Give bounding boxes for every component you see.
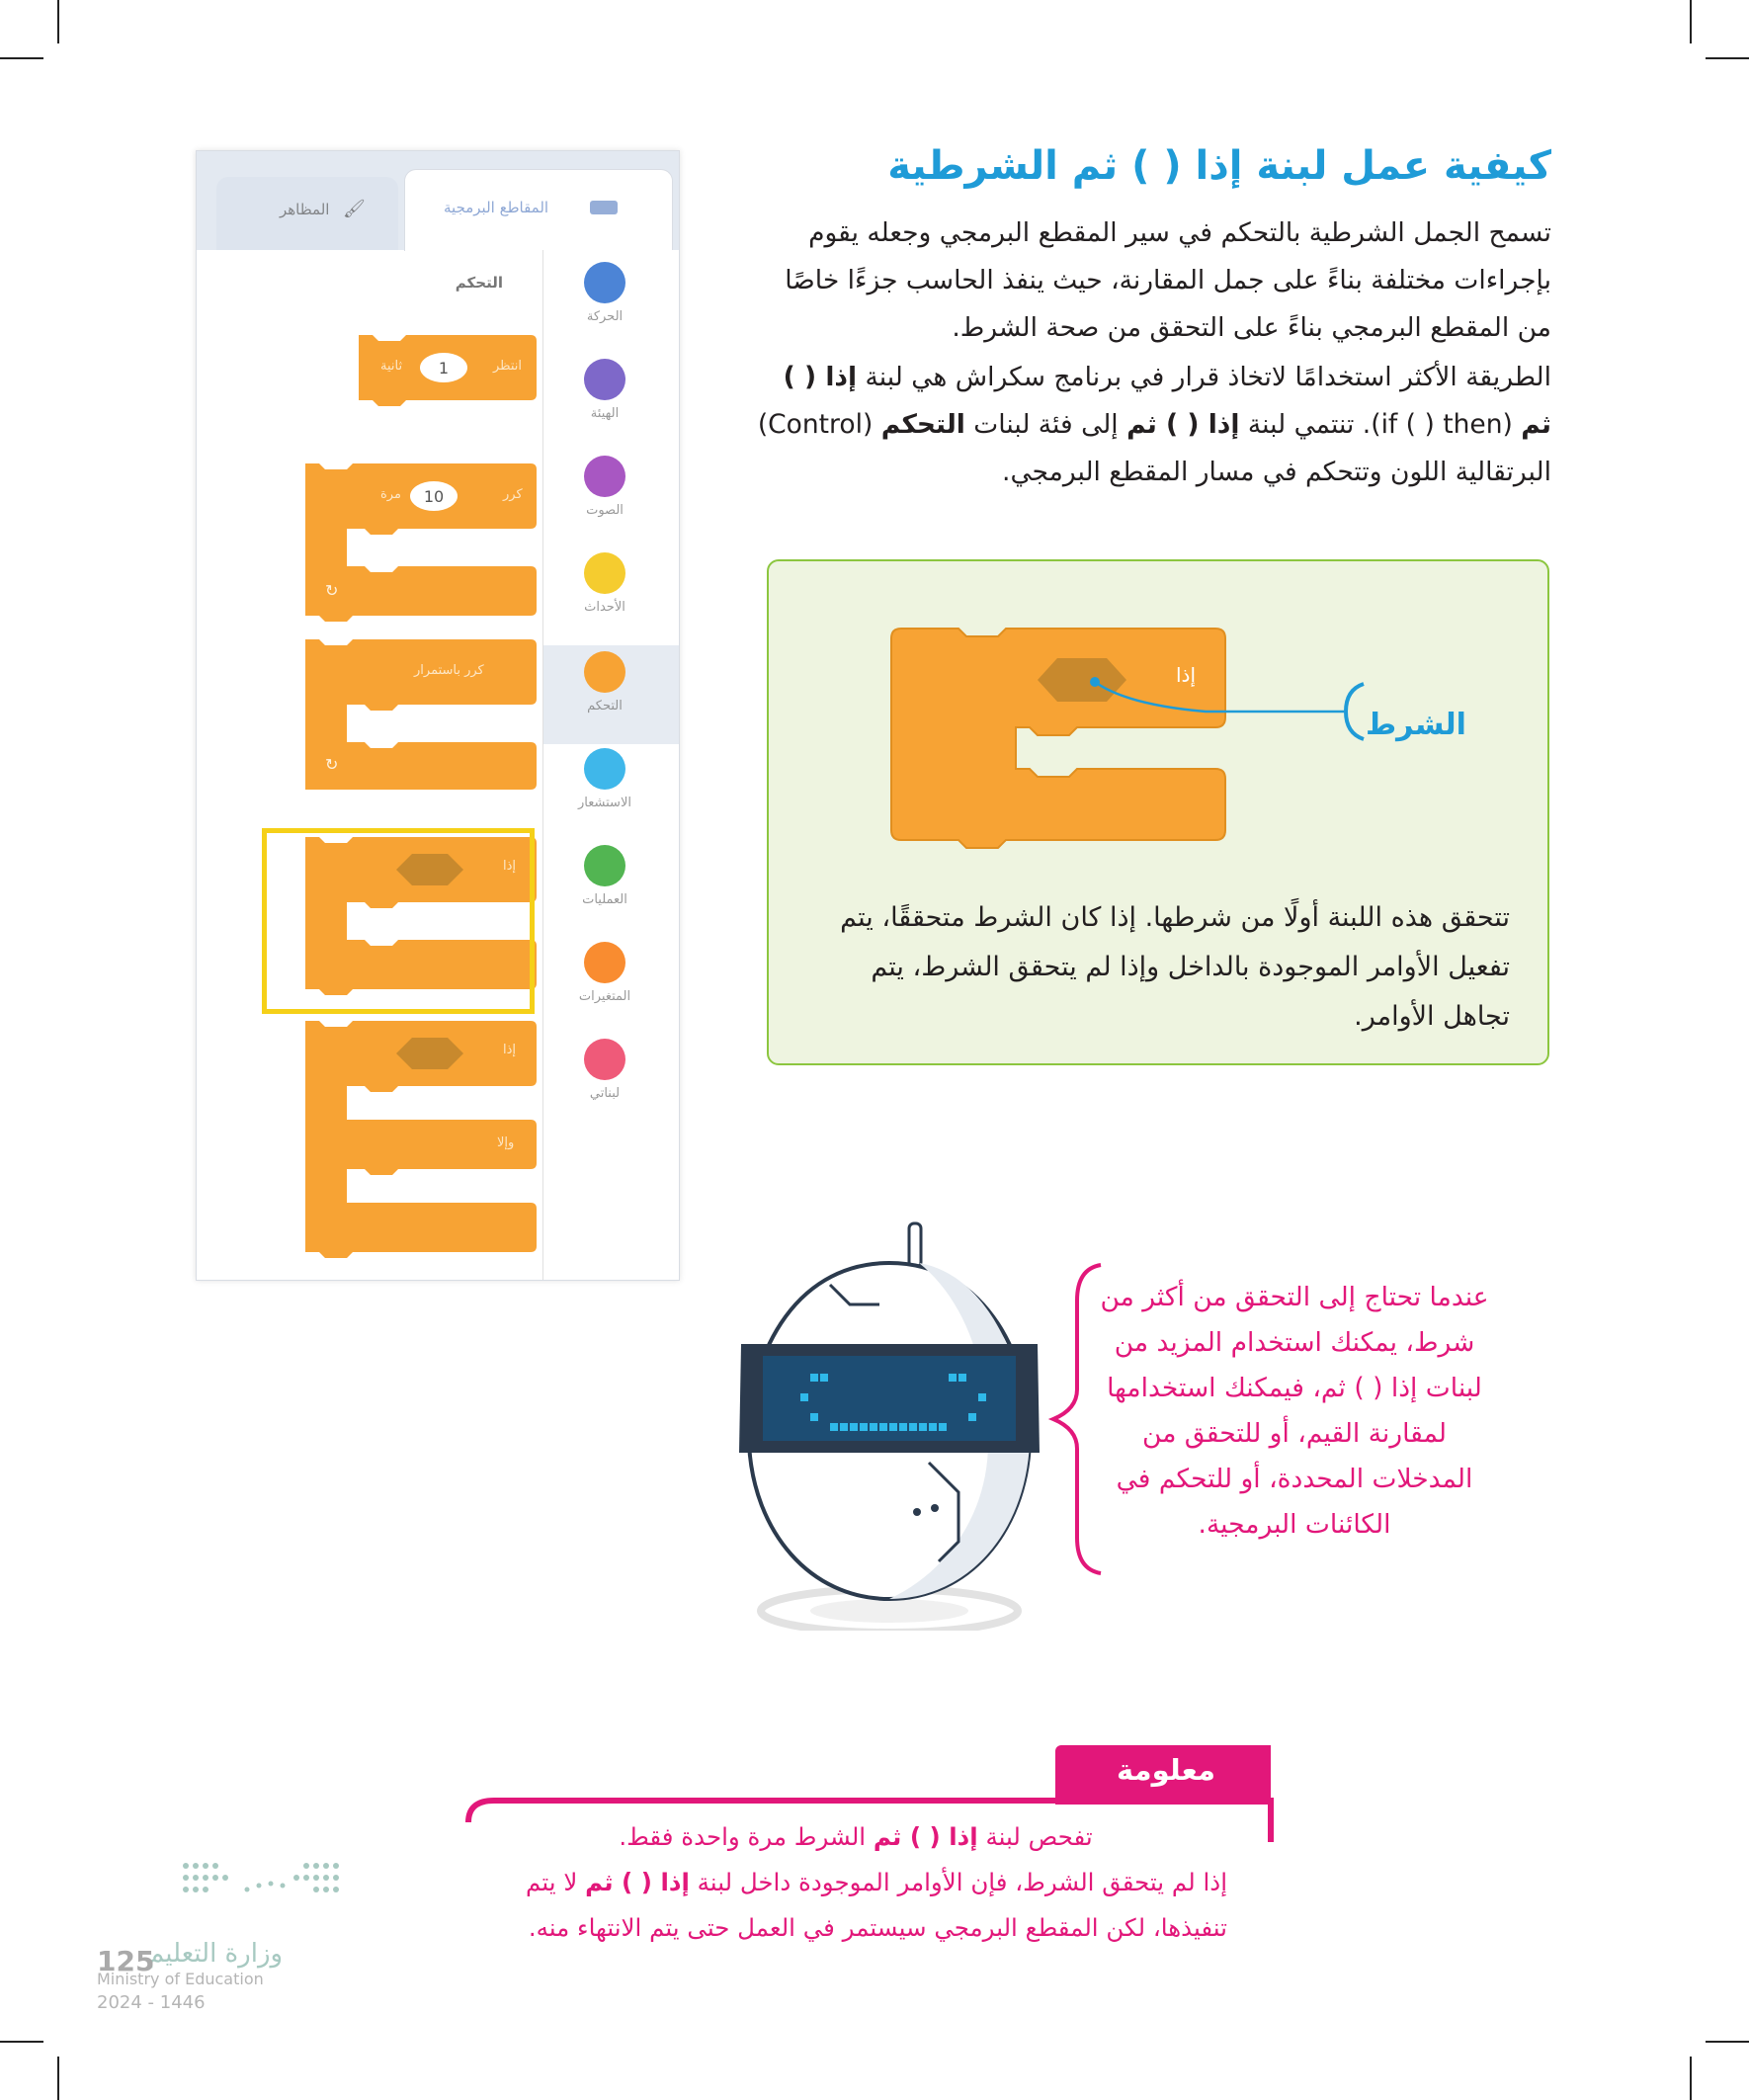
ministry-logo-dots (178, 1858, 356, 1903)
crop-mark (1706, 2041, 1749, 2043)
forever-block (305, 639, 537, 790)
palette-category-title: التحكم (455, 274, 503, 292)
category-events-icon[interactable] (584, 552, 625, 594)
info-line-1: تفحص لبنة إذا ( ) ثم الشرط مرة واحدة فقط. (619, 1822, 1093, 1851)
ministry-name-en: Ministry of Education (97, 1970, 264, 1988)
category-operators-icon[interactable] (584, 845, 625, 886)
brush-icon: 🖌 (343, 199, 366, 219)
if-then-block-diagram (889, 621, 1443, 858)
category-control-icon[interactable] (584, 651, 625, 693)
if-block-label-small: إذا (503, 859, 517, 874)
info-text (464, 1814, 1247, 1951)
robot-tip-text: عندما تحتاج إلى التحقق من أكثر من شرط، يمكنك استخدام المزيد من لبنات إذا ( ) ثم، فيمكنك استخدامها لمقارنة القيم، أو للتحقق من المدخلات المحددة، أو للتحكم في الكائنات البرمجية. (1100, 1282, 1489, 1540)
category-control-label[interactable]: التحكم (587, 699, 623, 714)
repeat-block-label: كرر (503, 487, 523, 502)
info-line-2: إذا لم يتحقق الشرط، فإن الأوامر الموجودة داخل لبنة إذا ( ) ثم لا يتم تنفيذها، لكن المقطع البرمجي سيستمر في العمل حتى يتم الانتهاء منه. (526, 1868, 1227, 1942)
intro-paragraph: تسمح الجمل الشرطية بالتحكم في سير المقطع البرمجي وجعله يقوم بإجراءات مختلفة بناءً على جمل المقارنة، حيث ينفذ الحاسب جزءًا خاصًا من المقطع البرمجي بناءً على التحقق من صحة الشرط. (785, 217, 1551, 343)
category-motion-label[interactable]: الحركة (586, 309, 624, 324)
category-looks-label[interactable]: الهيئة (590, 406, 620, 421)
info-title: معلومة (1117, 1753, 1215, 1787)
forever-block-label: كرر باستمرار (414, 663, 484, 678)
crop-mark (57, 2057, 59, 2100)
crop-mark (0, 2041, 43, 2043)
scratch-block-palette (196, 150, 680, 1281)
category-looks-icon[interactable] (584, 359, 625, 400)
robot-illustration (731, 1216, 1047, 1631)
category-myblocks-label[interactable]: لبناتي (589, 1086, 621, 1101)
repeat-value: 10 (423, 487, 445, 506)
if-block-highlight (262, 828, 535, 1014)
control-paragraph: الطريقة الأكثر استخدامًا لاتخاذ قرار في برنامج سكراش هي لبنة إذا ( ) ثم (if ( ) then). تنتمي لبنة إذا ( ) ثم إلى فئة لبنات التحكم (Control) البرتقالية اللون وتتحكم في مسار المقطع البرمجي. (757, 362, 1551, 487)
crop-mark (0, 57, 43, 59)
category-operators-label[interactable]: العمليات (582, 892, 627, 907)
tab-code-label: المقاطع البرمجية (444, 199, 549, 216)
page-number: 125 (97, 1945, 155, 1977)
year-label: 2024 - 1446 (97, 1992, 206, 2013)
category-sensing-label[interactable]: الاستشعار (578, 796, 631, 810)
code-tab-icon (590, 201, 618, 214)
ministry-name-ar: وزارة التعليم (148, 1939, 284, 1969)
if-block-explanation: تتحقق هذه اللبنة أولًا من شرطها. إذا كان الشرط متحققًا، يتم تفعيل الأوامر الموجودة بالداخل وإذا لم يتحقق الشرط، يتم تجاهل الأوامر. (840, 902, 1510, 1032)
category-sound-label[interactable]: الصوت (586, 503, 624, 518)
category-variables-icon[interactable] (584, 942, 625, 983)
else-block-label: وإلا (497, 1135, 515, 1150)
tab-costumes-label: المظاهر (280, 201, 330, 218)
wait-block-label: انتظر (493, 359, 522, 374)
scratch-blocks (197, 151, 542, 1280)
forever-arrow-icon: ↻ (325, 755, 339, 774)
wait-value: 1 (438, 359, 450, 378)
crop-mark (1690, 0, 1692, 43)
category-events-label[interactable]: الأحداث (584, 600, 625, 615)
condition-label: الشرط (1366, 708, 1466, 742)
category-variables-label[interactable]: المتغيرات (578, 989, 631, 1004)
if-block-label: إذا (1175, 663, 1197, 687)
section-title: كيفية عمل لبنة إذا ( ) ثم الشرطية (887, 143, 1551, 189)
wait-unit-label: ثانية (380, 359, 403, 374)
category-sound-icon[interactable] (584, 456, 625, 497)
crop-mark (1706, 57, 1749, 59)
category-motion-icon[interactable] (584, 262, 625, 303)
if-else-block-label: إذا (503, 1043, 517, 1057)
crop-mark (57, 0, 59, 43)
crop-mark (1690, 2057, 1692, 2100)
repeat-arrow-icon: ↻ (325, 581, 339, 600)
category-sensing-icon[interactable] (584, 748, 625, 790)
category-myblocks-icon[interactable] (584, 1039, 625, 1080)
repeat-unit-label: مرة (380, 487, 401, 502)
